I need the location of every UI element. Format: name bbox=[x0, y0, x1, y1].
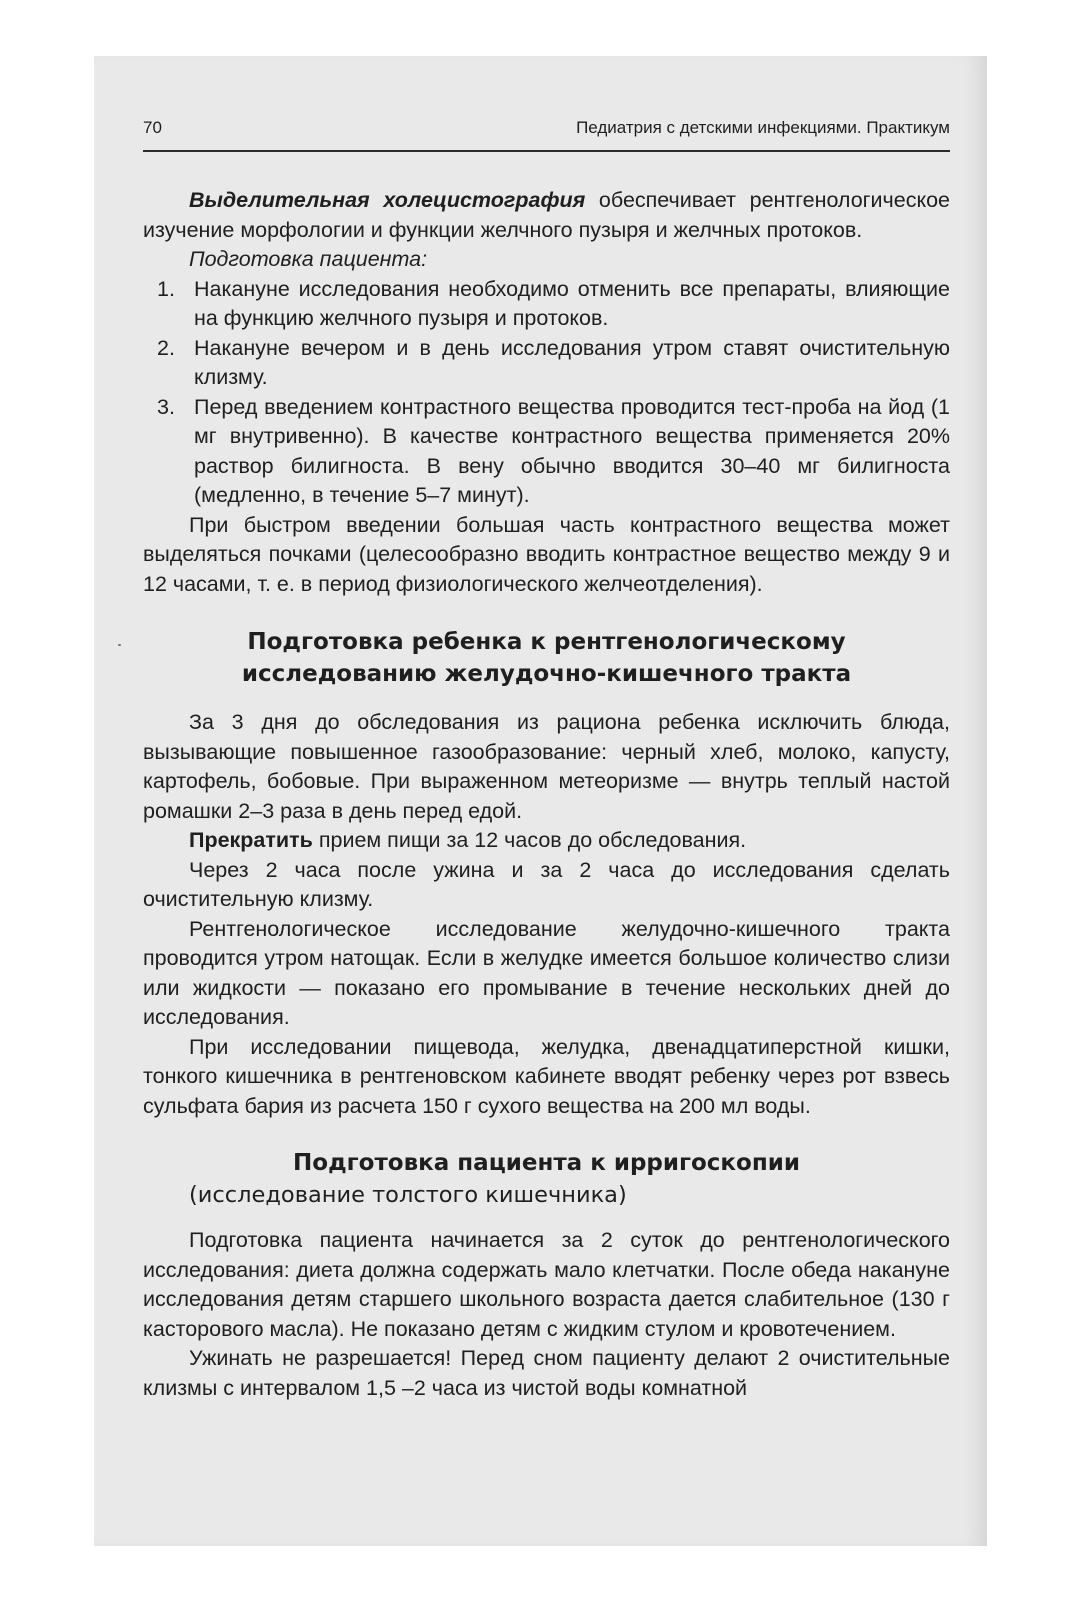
gi-fasting-bold: Прекратить bbox=[189, 828, 313, 852]
section-subheading-irrigoscopy: (исследование толстого кишечника) bbox=[189, 1182, 627, 1208]
irrigoscopy-paragraph-prep: Подготовка пациента начинается за 2 суток до рентгенологического исследования: диета должна содержать мало клетчатки. После обеда накануне исследования детям старшего школьного возраста дается слабительное (130 г касторового масла). Не показано детям с жидким стулом и кровотечением. bbox=[143, 1228, 950, 1341]
section-heading-irrigoscopy: Подготовка пациента к ирригоскопии bbox=[293, 1150, 800, 1176]
gi-paragraph-diet: За 3 дня до обследования из рациона ребенка исключить блюда, вызывающие повышенное газообразование: черный хлеб, молоко, капусту, картофель, бобовые. При выраженном метеоризме — внутрь теплый настой ромашки 2–3 раза в день перед едой. bbox=[143, 710, 950, 823]
gi-paragraph-enema: Через 2 часа после ужина и за 2 часа до исследования сделать очистительную клизму. bbox=[143, 857, 950, 911]
preparation-steps bbox=[143, 275, 950, 511]
step-text: Накануне вечером и в день исследования утром ставят очистительную клизму. bbox=[194, 335, 950, 389]
gi-fasting-text: прием пищи за 12 часов до обследования. bbox=[312, 828, 747, 852]
gi-paragraph-barium: При исследовании пищевода, желудка, двенадцатиперстной кишки, тонкого кишечника в рентгеновском кабинете вводят ребенку через рот взвесь сульфата бария из расчета 150 г сухого вещества на 200 мл воды. bbox=[143, 1034, 950, 1118]
step-number: 3. bbox=[157, 394, 175, 419]
fast-injection-paragraph: При быстром введении большая часть контрастного вещества может выделяться почками (целесообразно вводить контрастное вещество между 9 и 12 часами, т. е. в период физиологического желчеотделения). bbox=[143, 512, 950, 596]
page-body bbox=[143, 186, 950, 1403]
gi-paragraph-exam: Рентгенологическое исследование желудочно-кишечного тракта проводится утром натощак. Если в желудке имеется большое количество слизи или жидкости — показано его промывание в течение нескольких дней до исследования. bbox=[143, 916, 950, 1029]
irrigoscopy-paragraph-enemas: Ужинать не разрешается! Перед сном пациенту делают 2 очистительные клизмы с интервалом 1,5 –2 часа из чистой воды комнатной bbox=[143, 1346, 950, 1400]
list-item bbox=[143, 275, 950, 334]
running-title: Педиатрия с детскими инфекциями. Практикум bbox=[576, 118, 950, 137]
section-heading-gi bbox=[143, 626, 950, 690]
spacer bbox=[143, 690, 950, 708]
scan-speck bbox=[118, 644, 121, 646]
page-number: 70 bbox=[143, 118, 162, 137]
list-item bbox=[143, 334, 950, 393]
intro-term: Выделительная холецистография bbox=[189, 188, 586, 212]
spacer bbox=[143, 1211, 950, 1226]
spacer bbox=[143, 1121, 950, 1147]
section-heading-gi-line1: Подготовка ребенка к рентгенологическому bbox=[247, 629, 846, 655]
spacer bbox=[143, 599, 950, 626]
header-rule bbox=[143, 150, 950, 152]
gi-paragraph-fasting bbox=[143, 826, 950, 856]
running-header bbox=[143, 115, 950, 141]
intro-paragraph bbox=[143, 186, 950, 245]
list-item bbox=[143, 393, 950, 511]
intro-text: обеспечивает рентгенологическое изучение морфологии и функции желчного пузыря и желчных протоков. bbox=[143, 188, 951, 242]
step-text: Перед введением контрастного вещества проводится тест-проба на йод (1 мг внутривенно). В качестве контрастного вещества применяется 20% раствор билигноста. В вену обычно вводится 30–40 мг билигноста (медленно, в течение 5–7 минут). bbox=[194, 394, 950, 507]
section-heading-gi-line2: исследованию желудочно-кишечного тракта bbox=[241, 661, 852, 687]
preparation-label: Подготовка пациента: bbox=[189, 247, 428, 271]
step-number: 1. bbox=[157, 276, 175, 301]
step-text: Накануне исследования необходимо отменить все препараты, влияющие на функцию желчного пузыря и протоков. bbox=[194, 276, 950, 330]
step-number: 2. bbox=[157, 335, 175, 360]
